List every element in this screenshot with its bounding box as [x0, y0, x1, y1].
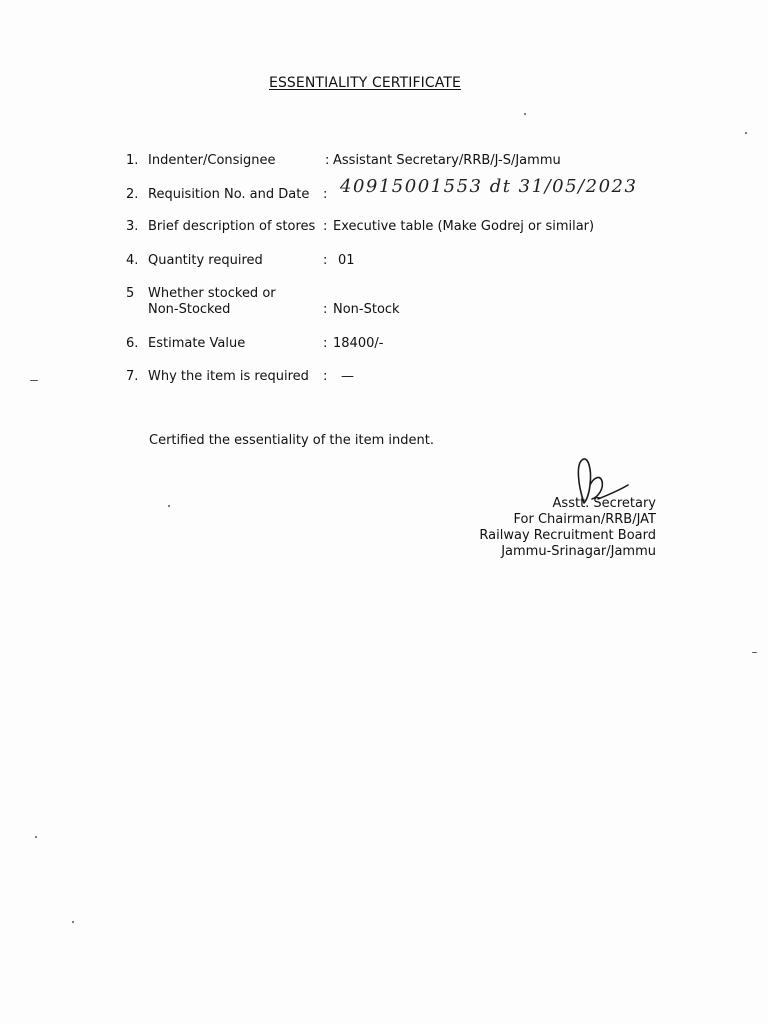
- signatory-organisation: Railway Recruitment Board: [479, 528, 656, 543]
- scan-speck: [72, 921, 74, 923]
- signatory-location: Jammu-Srinagar/Jammu: [501, 544, 656, 559]
- item-label: Quantity required: [148, 253, 263, 268]
- item-label: Estimate Value: [148, 336, 246, 351]
- scan-speck: [168, 505, 170, 507]
- item-label: Requisition No. and Date: [148, 187, 310, 202]
- scan-speck: [745, 132, 747, 134]
- item-number: 4.: [126, 253, 139, 268]
- item-label: Indenter/Consignee: [148, 153, 276, 168]
- item-label: Brief description of stores: [148, 219, 316, 234]
- signatory-block: [479, 496, 656, 560]
- item-value: Executive table (Make Godrej or similar): [333, 219, 595, 234]
- item-colon: :: [323, 302, 328, 317]
- item-label-line2: Non-Stocked: [148, 302, 231, 317]
- signatory-on-behalf: For Chairman/RRB/JAT: [513, 512, 656, 527]
- item-number: 1.: [126, 153, 139, 168]
- item-value: Assistant Secretary/RRB/J-S/Jammu: [333, 153, 561, 168]
- item-value: —: [341, 369, 354, 384]
- item-colon: :: [325, 153, 330, 168]
- item-colon: :: [323, 253, 328, 268]
- item-number: 6.: [126, 336, 139, 351]
- item-value: Non-Stock: [333, 302, 400, 317]
- scan-speck: [752, 652, 757, 653]
- item-label-line1: Whether stocked or: [148, 286, 276, 301]
- item-colon: :: [323, 187, 328, 202]
- handwritten-requisition-value: 40915001553 dt 31/05/2023: [340, 176, 638, 197]
- document-title: ESSENTIALITY CERTIFICATE: [269, 75, 461, 91]
- item-number: 7.: [126, 369, 139, 384]
- item-colon: :: [323, 369, 328, 384]
- scan-speck: [30, 380, 38, 381]
- signatory-designation: Asstt. Secretary: [552, 496, 656, 511]
- item-value: 01: [338, 253, 355, 268]
- item-colon: :: [323, 219, 328, 234]
- item-number: 2.: [126, 187, 139, 202]
- item-colon: :: [323, 336, 328, 351]
- item-number: 3.: [126, 219, 139, 234]
- scan-speck: [524, 113, 526, 115]
- scan-speck: [35, 836, 37, 838]
- certification-statement: Certified the essentiality of the item indent.: [149, 433, 434, 448]
- item-value: 18400/-: [333, 336, 384, 351]
- item-label: Why the item is required: [148, 369, 309, 384]
- item-number: 5: [126, 286, 135, 301]
